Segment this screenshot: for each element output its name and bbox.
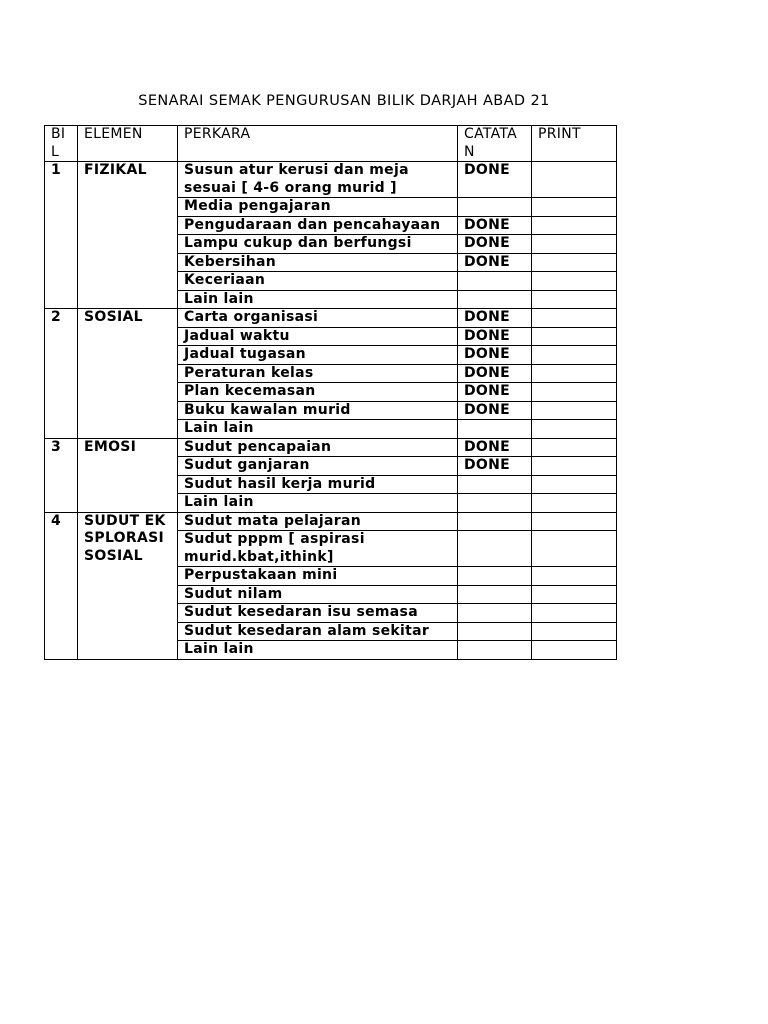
table-body [45,162,617,660]
section-element: SUDUT EKSPLORASI SOSIAL [78,512,178,659]
item-catatan: DONE [458,364,532,383]
item-perkara: Pengudaraan dan pencahayaan [178,216,458,235]
item-print [532,401,617,420]
item-catatan [458,604,532,623]
item-catatan: DONE [458,216,532,235]
item-catatan [458,475,532,494]
section-element: EMOSI [78,438,178,512]
item-catatan: DONE [458,162,532,198]
item-perkara: Jadual waktu [178,327,458,346]
item-catatan [458,585,532,604]
table-row [45,309,617,328]
header-bil: BIL [45,126,78,162]
item-print [532,622,617,641]
item-print [532,383,617,402]
item-perkara: Sudut nilam [178,585,458,604]
item-print [532,253,617,272]
item-perkara: Sudut ganjaran [178,457,458,476]
item-catatan [458,622,532,641]
item-perkara: Sudut pencapaian [178,438,458,457]
item-perkara: Perpustakaan mini [178,567,458,586]
item-print [532,512,617,531]
item-catatan [458,512,532,531]
table-row [45,438,617,457]
item-perkara: Keceriaan [178,272,458,291]
item-print [532,457,617,476]
item-catatan [458,531,532,567]
item-print [532,567,617,586]
item-catatan: DONE [458,401,532,420]
item-print [532,438,617,457]
item-perkara: Lampu cukup dan berfungsi [178,235,458,254]
item-perkara: Sudut hasil kerja murid [178,475,458,494]
section-number: 4 [45,512,78,659]
item-print [532,309,617,328]
item-perkara: Lain lain [178,494,458,513]
item-print [532,216,617,235]
header-elemen: ELEMEN [78,126,178,162]
item-catatan [458,420,532,439]
item-print [532,585,617,604]
section-element: SOSIAL [78,309,178,439]
table-row [45,162,617,198]
checklist-table [44,125,617,660]
item-perkara: Susun atur kerusi dan meja sesuai [ 4-6 orang murid ] [178,162,458,198]
item-catatan: DONE [458,309,532,328]
item-perkara: Media pengajaran [178,198,458,217]
item-print [532,364,617,383]
item-perkara: Sudut kesedaran isu semasa [178,604,458,623]
item-perkara: Sudut kesedaran alam sekitar [178,622,458,641]
item-catatan: DONE [458,457,532,476]
item-print [532,327,617,346]
item-perkara: Jadual tugasan [178,346,458,365]
item-catatan: DONE [458,327,532,346]
header-print: PRINT [532,126,617,162]
item-perkara: Carta organisasi [178,309,458,328]
table-row [45,512,617,531]
item-catatan [458,494,532,513]
item-print [532,604,617,623]
item-print [532,290,617,309]
item-print [532,641,617,660]
table-header-row [45,126,617,162]
item-catatan: DONE [458,235,532,254]
item-catatan [458,641,532,660]
item-catatan: DONE [458,438,532,457]
item-catatan: DONE [458,346,532,365]
item-perkara: Sudut mata pelajaran [178,512,458,531]
item-print [532,494,617,513]
section-number: 1 [45,162,78,309]
item-print [532,531,617,567]
header-perkara: PERKARA [178,126,458,162]
item-perkara: Lain lain [178,641,458,660]
item-catatan: DONE [458,383,532,402]
section-element: FIZIKAL [78,162,178,309]
item-catatan [458,272,532,291]
item-perkara: Peraturan kelas [178,364,458,383]
page-title: SENARAI SEMAK PENGURUSAN BILIK DARJAH ABAD 21 [138,93,550,109]
item-print [532,346,617,365]
item-catatan: DONE [458,253,532,272]
item-print [532,420,617,439]
item-print [532,198,617,217]
item-print [532,272,617,291]
section-number: 3 [45,438,78,512]
item-perkara: Lain lain [178,420,458,439]
item-perkara: Sudut pppm [ aspirasi murid.kbat,ithink] [178,531,458,567]
item-catatan [458,198,532,217]
item-catatan [458,567,532,586]
item-print [532,475,617,494]
item-perkara: Kebersihan [178,253,458,272]
item-perkara: Plan kecemasan [178,383,458,402]
item-print [532,235,617,254]
section-number: 2 [45,309,78,439]
item-print [532,162,617,198]
item-catatan [458,290,532,309]
header-catatan: CATATAN [458,126,532,162]
item-perkara: Lain lain [178,290,458,309]
item-perkara: Buku kawalan murid [178,401,458,420]
